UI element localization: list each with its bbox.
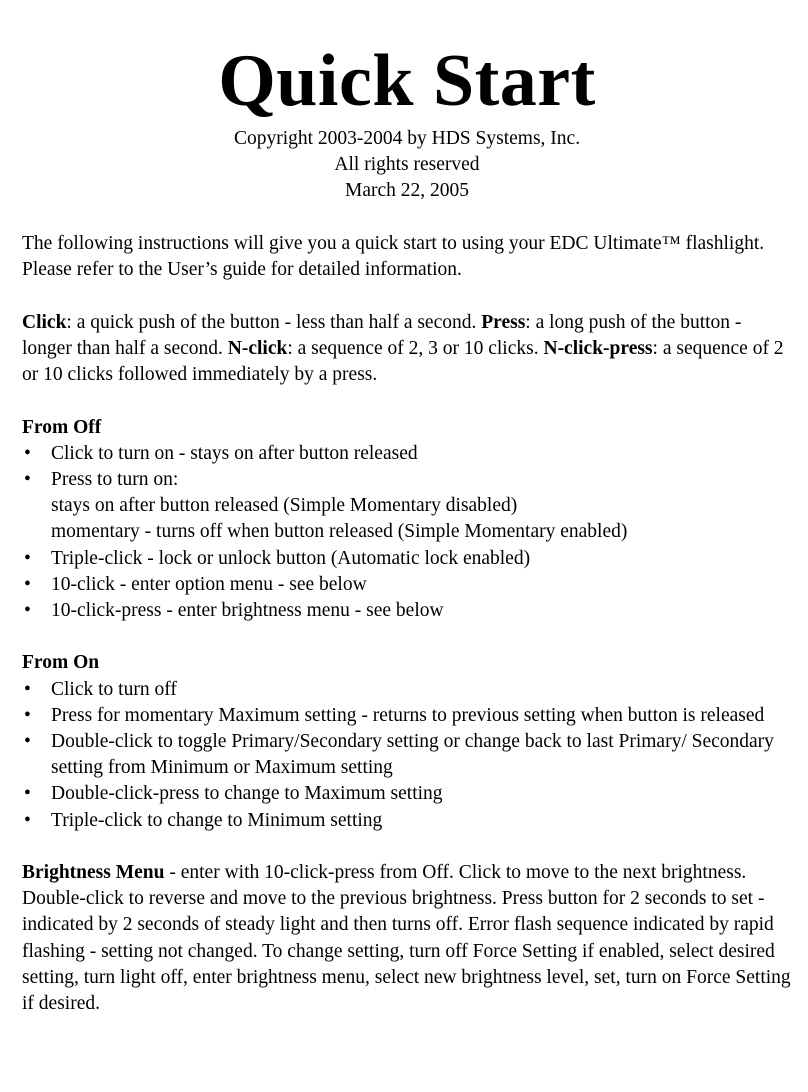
list-item-text: Double-click to toggle Primary/Secondary setting or change back to last Primary/ Secondary setting from Minimum or Maximum setting	[51, 731, 774, 779]
press-term: Press	[481, 311, 526, 333]
document-meta	[22, 126, 792, 204]
click-definition: : a quick push of the button - less than half a second.	[66, 311, 482, 333]
intro-paragraph: The following instructions will give you a quick start to using your EDC Ultimate™ flashlight. Please refer to the User’s guide for detailed information.	[22, 233, 765, 281]
from-off-list	[22, 441, 792, 624]
document-page	[22, 0, 792, 1017]
spacer	[22, 204, 792, 230]
brightness-menu-term: Brightness Menu	[22, 862, 165, 883]
list-item-text: Click to turn off	[51, 678, 177, 700]
list-item-text: Triple-click to change to Minimum setting	[51, 809, 383, 831]
list-item	[22, 467, 792, 546]
list-item	[22, 677, 792, 703]
click-term: Click	[22, 311, 67, 333]
list-item-text: Press for momentary Maximum setting - returns to previous setting when button is released	[51, 704, 765, 726]
definitions-paragraph	[22, 310, 792, 389]
n-click-definition: : a sequence of 2, 3 or 10 clicks.	[287, 337, 544, 359]
date-line: March 22, 2005	[344, 180, 470, 201]
spacer	[22, 834, 792, 860]
list-item	[22, 598, 792, 624]
copyright-line: Copyright 2003-2004 by HDS Systems, Inc.	[233, 128, 581, 149]
list-item-text: 10-click-press - enter brightness menu - see below	[51, 600, 444, 621]
list-item	[22, 729, 792, 781]
list-item	[22, 441, 792, 467]
n-click-press-definition: : a sequence of 2 or 10 clicks followed immediately by a press.	[22, 337, 784, 386]
spacer	[22, 624, 792, 650]
list-item-text: • Press to turn on:	[51, 468, 179, 490]
list-item-text: 10-click - enter option menu - see below	[51, 573, 367, 595]
page-title: Quick Start	[218, 40, 596, 122]
list-item	[22, 808, 792, 834]
n-click-press-term: N-click-press	[543, 337, 653, 359]
list-subitem-text: momentary - turns off when button released (Simple Momentary enabled)	[51, 521, 628, 543]
list-item	[22, 546, 792, 572]
spacer	[22, 388, 792, 414]
press-definition: : a long push of the button - longer than half a second.	[22, 311, 742, 359]
list-item-text: Click to turn on - stays on after button released	[51, 442, 418, 464]
n-click-term: N-click	[227, 337, 288, 359]
from-off-heading: From Off	[22, 416, 102, 438]
list-item	[22, 572, 792, 598]
spacer	[22, 284, 792, 310]
brightness-menu-paragraph	[22, 860, 792, 1017]
list-item-text: Double-click-press to change to Maximum setting	[51, 783, 443, 805]
list-item	[22, 703, 792, 729]
list-subitem-text: stays on after button released (Simple Momentary disabled)	[51, 495, 518, 517]
from-on-list	[22, 677, 792, 834]
rights-line: All rights reserved	[334, 154, 480, 175]
list-item	[22, 781, 792, 807]
brightness-menu-text: - enter with 10-click-press from Off. Click to move to the next brightness. Double-click to reverse and move to the previous brightness. Press button for 2 seconds to set - indicated by 2 seconds of steady light and then turns off. Error flash sequence indicated by rapid flashing - setting not changed. To change setting, turn off Force Setting if enabled, select desired setting, turn light off, enter brightness menu, select new brightness level, set, turn on Force Setting if desired.	[22, 862, 791, 1015]
from-on-heading: From On	[22, 652, 100, 674]
list-item-text: Triple-click - lock or unlock button (Automatic lock enabled)	[51, 547, 531, 569]
